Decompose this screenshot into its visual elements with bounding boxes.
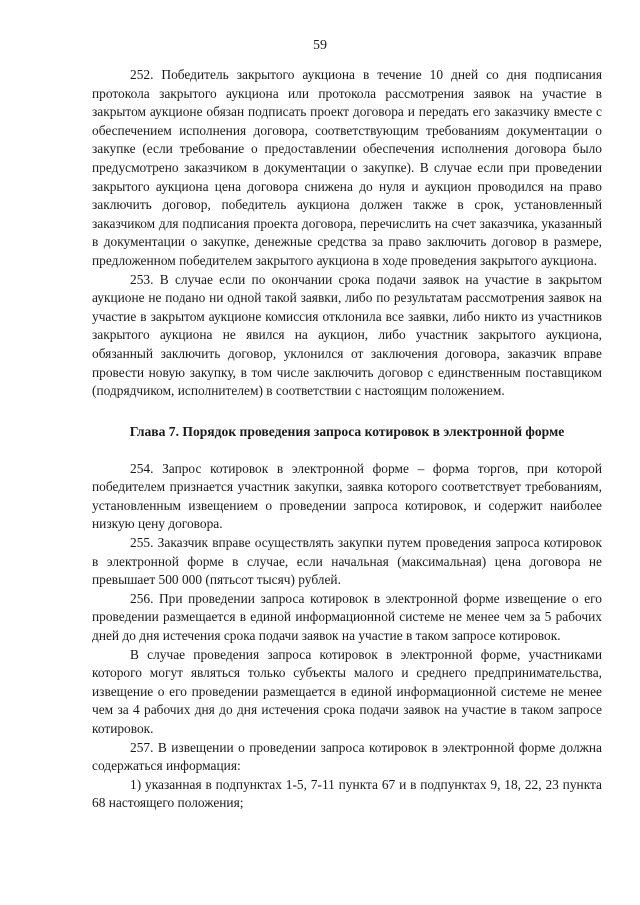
chapter-heading: Глава 7. Порядок проведения запроса котировок в электронной форме — [129, 423, 565, 439]
paragraph-257: 257. В извещении о проведении запроса котировок в электронной форме должна содержаться информация: — [92, 739, 602, 774]
paragraph-256-smb: В случае проведения запроса котировок в электронной форме, участниками которого могут являться только субъекты малого и среднего предпринимательства, извещение о его проведении размещается в единой информационной системе не менее чем за 4 рабочих дня до дня истечения срока подачи заявок на участие в таком запросе котировок. — [92, 646, 602, 736]
paragraph-257-item-1: 1) указанная в подпунктах 1-5, 7-11 пункта 67 и в подпунктах 9, 18, 22, 23 пункта 68 настоящего положения; — [92, 776, 602, 811]
paragraph-255: 255. Заказчик вправе осуществлять закупки путем проведения запроса котировок в электронной форме в случае, если начальная (максимальная) цена договора не превышает 500 000 (пятьсот тысяч) рублей. — [92, 535, 602, 588]
page-content — [92, 66, 602, 813]
paragraph-252: 252. Победитель закрытого аукциона в течение 10 дней со дня подписания протокола закрытого аукциона или протокола рассмотрения заявок на участие в закрытом аукционе обязан подписать проект договора и передать его заказчику вместе с обеспечением исполнения договора, соответствующим требованиям документации о закупке (если требование о предоставлении обеспечения исполнения договора было предусмотрено заказчиком в документации о закупке). В случае если при проведении закрытого аукциона цена договора снижена до нуля и аукцион проводился на право заключить договор, победитель аукциона должен также в срок, установленный заказчиком для подписания проекта договора, перечислить на счет заказчика, указанный в документации о закупке, денежные средства за право заключить договор в размере, предложенном победителем закрытого аукциона в ходе проведения закрытого аукциона. — [92, 67, 602, 268]
paragraph-256: 256. При проведении запроса котировок в электронной форме извещение о его проведении размещается в единой информационной системе не менее чем за 5 рабочих дней до дня истечения срока подачи заявок на участие в таком запросе котировок. — [92, 590, 602, 644]
paragraph-254: 254. Запрос котировок в электронной форме – форма торгов, при которой победителем признается участник закупки, заявка которого соответствует требованиям, установленным извещением о проведении запроса котировок, и содержит наиболее низкую цену договора. — [92, 460, 602, 532]
paragraph-253: 253. В случае если по окончании срока подачи заявок на участие в закрытом аукционе не подано ни одной такой заявки, либо по результатам рассмотрения заявок на участие в закрытом аукционе комиссия отклонила все заявки, либо никто из участников закрытого аукциона не явился на аукцион, либо участник закрытого аукциона, обязанный заключить договор, уклонился от заключения договора, заказчик вправе провести новую закупку, в том числе заключить договор с единственным поставщиком (подрядчиком, исполнителем) в соответствии с настоящим положением. — [92, 271, 602, 399]
page-number: 59 — [313, 38, 327, 53]
